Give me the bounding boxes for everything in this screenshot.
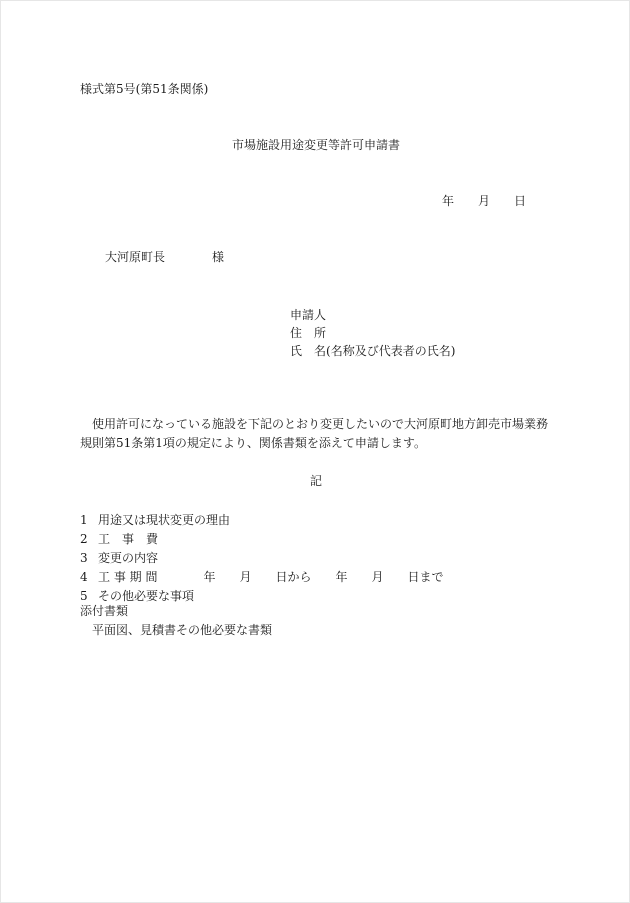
date-month: 月: [478, 194, 491, 208]
ki-heading: 記: [309, 474, 322, 488]
addressee-honorific: 様: [212, 250, 225, 264]
attachments-body: 平面図、見積書その他必要な書類: [92, 623, 273, 637]
list-item: 1 用途又は現状変更の理由: [80, 513, 231, 527]
date-year: 年: [442, 194, 455, 208]
applicant-block: [290, 306, 455, 360]
name-label: 氏 名(名称及び代表者の氏名): [290, 344, 456, 358]
address-label: 住 所: [290, 326, 327, 340]
list-item: 2 工 事 費: [80, 532, 159, 546]
addressee-name: 大河原町長: [105, 250, 166, 264]
addressee: [105, 250, 224, 264]
body-paragraph: 使用許可になっている施設を下記のとおり変更したいので大河原町地方卸売市場業務規則第51条第1項の規定により、関係書類を添えて申請します。: [80, 417, 549, 450]
form-number: 様式第5号(第51条関係): [80, 82, 209, 96]
list-item: 5 その他必要な事項: [80, 589, 195, 603]
list-item: 3 変更の内容: [80, 551, 159, 565]
applicant-label: 申請人: [290, 308, 327, 322]
date-line: [442, 194, 526, 208]
items-list: [80, 511, 444, 606]
attachments-heading: 添付書類: [80, 604, 129, 618]
list-item-period: 4 工 事 期 間 年 月 日から 年 月 日まで: [80, 570, 444, 584]
date-day: 日: [514, 194, 527, 208]
document-title: 市場施設用途変更等許可申請書: [231, 138, 400, 152]
